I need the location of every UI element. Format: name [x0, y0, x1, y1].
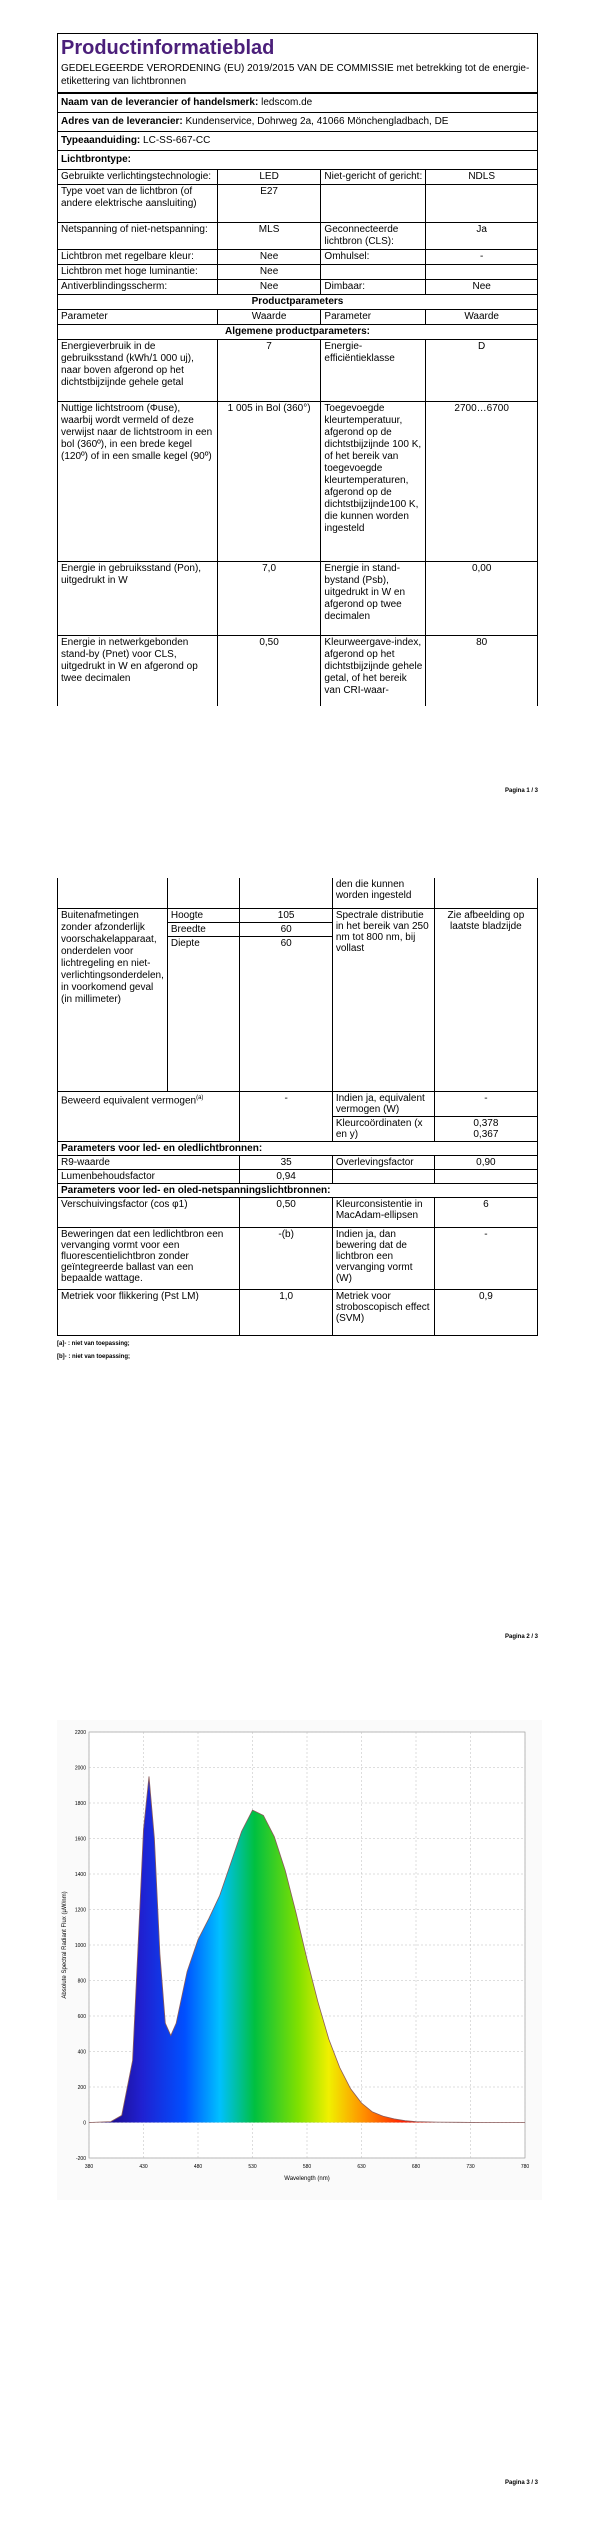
energy-class-value: D: [426, 340, 538, 402]
high-luminance-value: Nee: [217, 265, 321, 280]
stroboscopic-value: 0,9: [434, 1289, 537, 1335]
fluorescent-claim-value: -(b): [240, 1227, 332, 1289]
dimmable-value: Nee: [426, 280, 538, 295]
y-tick-label: 1600: [74, 1836, 86, 1843]
product-parameters-header: Productparameters: [58, 295, 538, 310]
col-value: Waarde: [217, 310, 321, 325]
replacement-claim-label: Indien ja, dan bewering dat de lichtbron een vervanging vormt (W): [332, 1227, 434, 1289]
page-2: [57, 878, 538, 1362]
technology-label: Gebruikte verlichtingstechnologie:: [58, 170, 218, 185]
chromaticity-x: 0,378: [473, 1117, 499, 1129]
y-tick-label: 2200: [74, 1730, 86, 1736]
y-tick-label: 600: [77, 2014, 86, 2020]
x-axis-label: Wavelength (nm): [284, 2176, 330, 2182]
y-axis-label: Absolute Spectral Radiant Flux (µW/nm): [62, 1891, 68, 1999]
supplier-name-label: Naam van de leverancier of handelsmerk:: [61, 97, 259, 108]
col-parameter: Parameter: [58, 310, 218, 325]
y-tick-label: -200: [75, 2156, 86, 2162]
led-parameters-header: Parameters voor led- en oledlichtbronnen:: [58, 1141, 538, 1155]
energy-consumption-value: 7: [217, 340, 321, 402]
energy-class-label: Energie-efficiëntieklasse: [321, 340, 426, 402]
y-tick-label: 0: [83, 2120, 86, 2127]
spectral-value: Zie afbeelding op laatste bladzijde: [434, 908, 537, 1091]
high-luminance-label: Lichtbron met hoge luminantie:: [58, 265, 218, 280]
cri-value: 80: [426, 636, 538, 706]
y-tick-label: 1200: [74, 1907, 86, 1914]
mains-parameters-header: Parameters voor led- en oled-netspanningslichtbronnen:: [58, 1183, 538, 1197]
light-source-type-header: Lichtbrontype:: [58, 151, 538, 170]
flicker-value: 1,0: [240, 1289, 332, 1335]
x-tick-label: 780: [520, 2164, 530, 2170]
dimensions-label: Buitenafmetingen zonder afzonderlijk voorschakelapparaat, onderdelen voor lichtregeling en niet-verlichtingsonderdelen, in voorkomend geval (in millimeter): [58, 908, 168, 1091]
survival-factor-label: Overlevingsfactor: [332, 1155, 434, 1169]
y-tick-label: 1000: [74, 1943, 86, 1949]
r9-value: 35: [240, 1155, 332, 1169]
equivalent-power-sup: (a): [196, 1094, 204, 1101]
x-tick-label: 680: [411, 2164, 421, 2170]
mains-label: Netspanning of niet-netspanning:: [58, 223, 218, 250]
supplier-name: ledscom.de: [261, 97, 313, 108]
y-tick-label: 800: [77, 1978, 86, 1985]
supplier-address: Kundenservice, Dohrweg 2a, 41066 Mönchengladbach, DE: [185, 116, 449, 127]
x-tick-label: 480: [193, 2164, 203, 2170]
network-standby-label: Energie in netwerkgebonden stand-by (Pnet) voor CLS, uitgedrukt in W en afgerond op twee decimalen: [58, 636, 218, 706]
spectrum-chart: [57, 1720, 542, 2200]
col-parameter-2: Parameter: [321, 310, 426, 325]
x-tick-label: 530: [248, 2164, 257, 2170]
cap-type-value: E27: [217, 185, 321, 223]
directional-label: Niet-gericht of gericht:: [321, 170, 426, 185]
width-value: 60: [240, 922, 332, 936]
on-mode-power-value: 7,0: [217, 562, 321, 636]
page-number-1: Pagina 1 / 3: [504, 788, 538, 794]
x-tick-label: 430: [139, 2164, 148, 2170]
fluorescent-claim-label: Beweringen dat een ledlichtbron een vervanging vormt voor een fluorescentielichtbron zonder geïntegreerde ballast van een bepaalde wattage.: [58, 1227, 240, 1289]
general-parameters-header: Algemene productparameters:: [58, 325, 538, 340]
lumen-maintenance-value: 0,94: [240, 1169, 332, 1183]
cls-label: Geconnecteerde lichtbron (CLS):: [321, 223, 426, 250]
spectral-label: Spectrale distributie in het bereik van 250 nm tot 800 nm, bij vollast: [332, 908, 434, 1091]
col-value-2: Waarde: [426, 310, 538, 325]
page-1: [57, 33, 538, 706]
supplier-address-label: Adres van de leverancier:: [61, 116, 183, 127]
network-standby-value: 0,50: [217, 636, 321, 706]
chromaticity-y: 0,367: [473, 1128, 499, 1140]
energy-consumption-label: Energieverbruik in de gebruiksstand (kWh/1 000 uj), naar boven afgerond op het dichtstbijzijnde gehele getal: [58, 340, 218, 402]
displacement-factor-value: 0,50: [240, 1197, 332, 1227]
dimensions-table: [57, 878, 538, 1336]
replacement-claim-value: -: [434, 1227, 537, 1289]
standby-power-value: 0,00: [426, 562, 538, 636]
stroboscopic-label: Metriek voor stroboscopisch effect (SVM): [332, 1289, 434, 1335]
supplier-table: [57, 93, 538, 706]
useful-flux-value: 1 005 in Bol (360°): [217, 402, 321, 562]
mains-value: MLS: [217, 223, 321, 250]
model-label: Typeaanduiding:: [61, 135, 141, 146]
page-number-2: Pagina 2 / 3: [504, 1634, 538, 1640]
displacement-factor-label: Verschuivingsfactor (cos φ1): [58, 1197, 240, 1227]
tunable-value: Nee: [217, 250, 321, 265]
height-value: 105: [240, 908, 332, 922]
x-tick-label: 380: [84, 2164, 94, 2170]
width-label: Breedte: [167, 922, 240, 936]
tunable-label: Lichtbron met regelbare kleur:: [58, 250, 218, 265]
regulation-subtitle: GEDELEGEERDE VERORDENING (EU) 2019/2015 VAN DE COMMISSIE met betrekking tot de energie-etikettering van lichtbronnen: [57, 62, 538, 93]
y-tick-label: 200: [77, 2085, 86, 2091]
cap-type-label: Type voet van de lichtbron (of andere elektrische aansluiting): [58, 185, 218, 223]
cls-value: Ja: [426, 223, 538, 250]
cri-label: Kleurweergave-index, afgerond op het dichtstbijzijnde gehele getal, of het bereik van CRI-waar-: [321, 636, 426, 706]
survival-factor-value: 0,90: [434, 1155, 537, 1169]
page-title: Productinformatieblad: [57, 33, 538, 62]
footnote-b: [b]- : niet van toepassing;: [57, 1353, 131, 1360]
y-tick-label: 400: [77, 2049, 86, 2056]
flicker-label: Metriek voor flikkering (Pst LM): [58, 1289, 240, 1335]
anti-glare-value: Nee: [217, 280, 321, 295]
envelope-value: -: [426, 250, 538, 265]
standby-power-label: Energie in stand-bystand (Psb), uitgedrukt in W en afgerond op twee decimalen: [321, 562, 426, 636]
r9-label: R9-waarde: [58, 1155, 240, 1169]
cct-value: 2700…6700: [426, 402, 538, 562]
on-mode-power-label: Energie in gebruiksstand (Pon), uitgedrukt in W: [58, 562, 218, 636]
cct-label: Toegevoegde kleurtemperatuur, afgerond op de dichtstbijzijnde 100 K, of het bereik van toegevoegde kleurtemperaturen, afgerond op de dichtstbijzijnde100 K, die kunnen worden ingesteld: [321, 402, 426, 562]
technology-value: LED: [217, 170, 321, 185]
useful-flux-label: Nuttige lichtstroom (Φuse), waarbij wordt vermeld of deze verwijst naar de lichtstroom in een bol (360º), in een brede kegel (120º) of in een smalle kegel (90º): [58, 402, 218, 562]
envelope-label: Omhulsel:: [321, 250, 426, 265]
y-tick-label: 1800: [74, 1801, 86, 1807]
y-tick-label: 1400: [74, 1872, 86, 1878]
anti-glare-label: Antiverblindingsscherm:: [58, 280, 218, 295]
equivalent-question-label: Indien ja, equivalent vermogen (W): [332, 1091, 434, 1116]
colour-consistency-label: Kleurconsistentie in MacAdam-ellipsen: [332, 1197, 434, 1227]
page-number-3: Pagina 3 / 3: [504, 2480, 538, 2486]
footnote-a: [a]- : niet van toepassing;: [57, 1340, 130, 1347]
cri-continued: den die kunnen worden ingesteld: [332, 878, 434, 908]
x-tick-label: 630: [357, 2164, 366, 2170]
chromaticity-label: Kleurcoördinaten (x en y): [332, 1116, 434, 1141]
depth-value: 60: [240, 936, 332, 1091]
colour-consistency-value: 6: [434, 1197, 537, 1227]
lumen-maintenance-label: Lumenbehoudsfactor: [58, 1169, 240, 1183]
model-value: LC-SS-667-CC: [143, 135, 211, 146]
equivalent-power-value: -: [240, 1091, 332, 1141]
x-tick-label: 580: [302, 2164, 312, 2170]
height-label: Hoogte: [167, 908, 240, 922]
equivalent-power-label: Beweerd equivalent vermogen: [61, 1094, 197, 1106]
depth-label: Diepte: [167, 936, 240, 1091]
x-tick-label: 730: [466, 2164, 475, 2170]
y-tick-label: 2000: [74, 1765, 86, 1772]
dimmable-label: Dimbaar:: [321, 280, 426, 295]
equivalent-question-value: -: [434, 1091, 537, 1116]
directional-value: NDLS: [426, 170, 538, 185]
